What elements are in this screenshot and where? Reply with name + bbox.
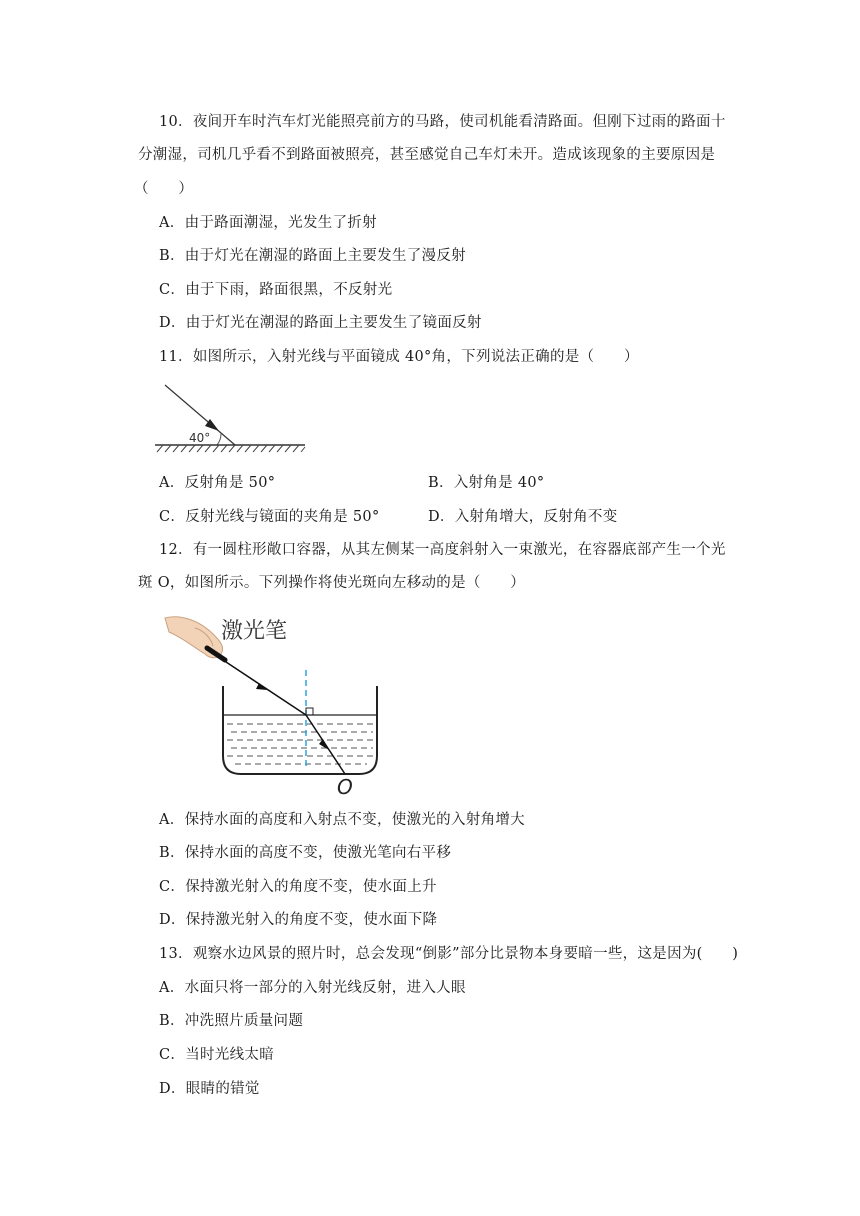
q13-option-c[interactable]: C．当时光线太暗 xyxy=(159,1047,274,1063)
q10-answer-paren: （ ） xyxy=(134,181,194,197)
q13-stem: 13．观察水边风景的照片时，总会发现“倒影”部分比景物本身要暗一些，这是因为( ) xyxy=(159,946,739,962)
right-angle-mark xyxy=(306,708,313,715)
q10-stem-line1: 10．夜间开车时汽车灯光能照亮前方的马路，使司机能看清路面。但刚下过雨的路面十 xyxy=(159,114,726,130)
container xyxy=(223,686,377,774)
q12-laser-figure xyxy=(155,608,395,800)
q12-option-a[interactable]: A．保持水面的高度和入射点不变，使激光的入射角增大 xyxy=(159,812,525,828)
q10-option-a[interactable]: A．由于路面潮湿，光发生了折射 xyxy=(159,215,377,231)
q12-option-c[interactable]: C．保持激光射入的角度不变，使水面上升 xyxy=(159,879,437,895)
beam-arrow-icon xyxy=(256,683,267,690)
mirror-hatching xyxy=(157,445,305,452)
q10-stem-line2 xyxy=(138,145,715,165)
q11-option-d[interactable]: D．入射角增大，反射角不变 xyxy=(428,509,618,525)
q12-stem-line1: 12．有一圆柱形敞口容器，从其左侧某一高度斜射入一束激光，在容器底部产生一个光 xyxy=(159,542,726,558)
incident-beam xyxy=(223,660,306,715)
q13-option-d[interactable]: D．眼睛的错觉 xyxy=(159,1081,260,1097)
q11-mirror-figure xyxy=(155,383,310,458)
q10-option-d[interactable]: D．由于灯光在潮湿的路面上主要发生了镜面反射 xyxy=(159,315,482,331)
q10-option-c[interactable]: C．由于下雨，路面很黑，不反射光 xyxy=(159,282,393,298)
q13-option-a[interactable]: A．水面只将一部分的入射光线反射，进入人眼 xyxy=(159,980,466,996)
laser-pen-label: 激光笔 xyxy=(221,619,288,644)
angle-label: 40° xyxy=(189,431,211,445)
angle-arc xyxy=(217,433,221,445)
q12-stem-line2: 斑 O，如图所示。下列操作将使光斑向左移动的是（ ） xyxy=(138,575,526,591)
water-hatching xyxy=(227,724,373,764)
q11-option-b[interactable]: B．入射角是 40° xyxy=(428,475,545,491)
q12-option-b[interactable]: B．保持水面的高度不变，使激光笔向右平移 xyxy=(159,845,452,861)
q13-option-b[interactable]: B．冲洗照片质量问题 xyxy=(159,1013,304,1029)
q11-option-c[interactable]: C．反射光线与镜面的夹角是 50° xyxy=(159,509,380,525)
q10-stem-line2-text: 分潮湿，司机几乎看不到路面被照亮，甚至感觉自己车灯未开。造成该现象的主要原因是 xyxy=(138,147,716,163)
q12-option-d[interactable]: D．保持激光射入的角度不变，使水面下降 xyxy=(159,912,438,928)
q10-option-b[interactable]: B．由于灯光在潮湿的路面上主要发生了漫反射 xyxy=(159,248,466,264)
q11-stem: 11．如图所示，入射光线与平面镜成 40°角，下列说法正确的是（ ） xyxy=(159,349,639,365)
q11-option-a[interactable]: A．反射角是 50° xyxy=(159,475,276,491)
spot-o-label: O xyxy=(337,775,353,799)
